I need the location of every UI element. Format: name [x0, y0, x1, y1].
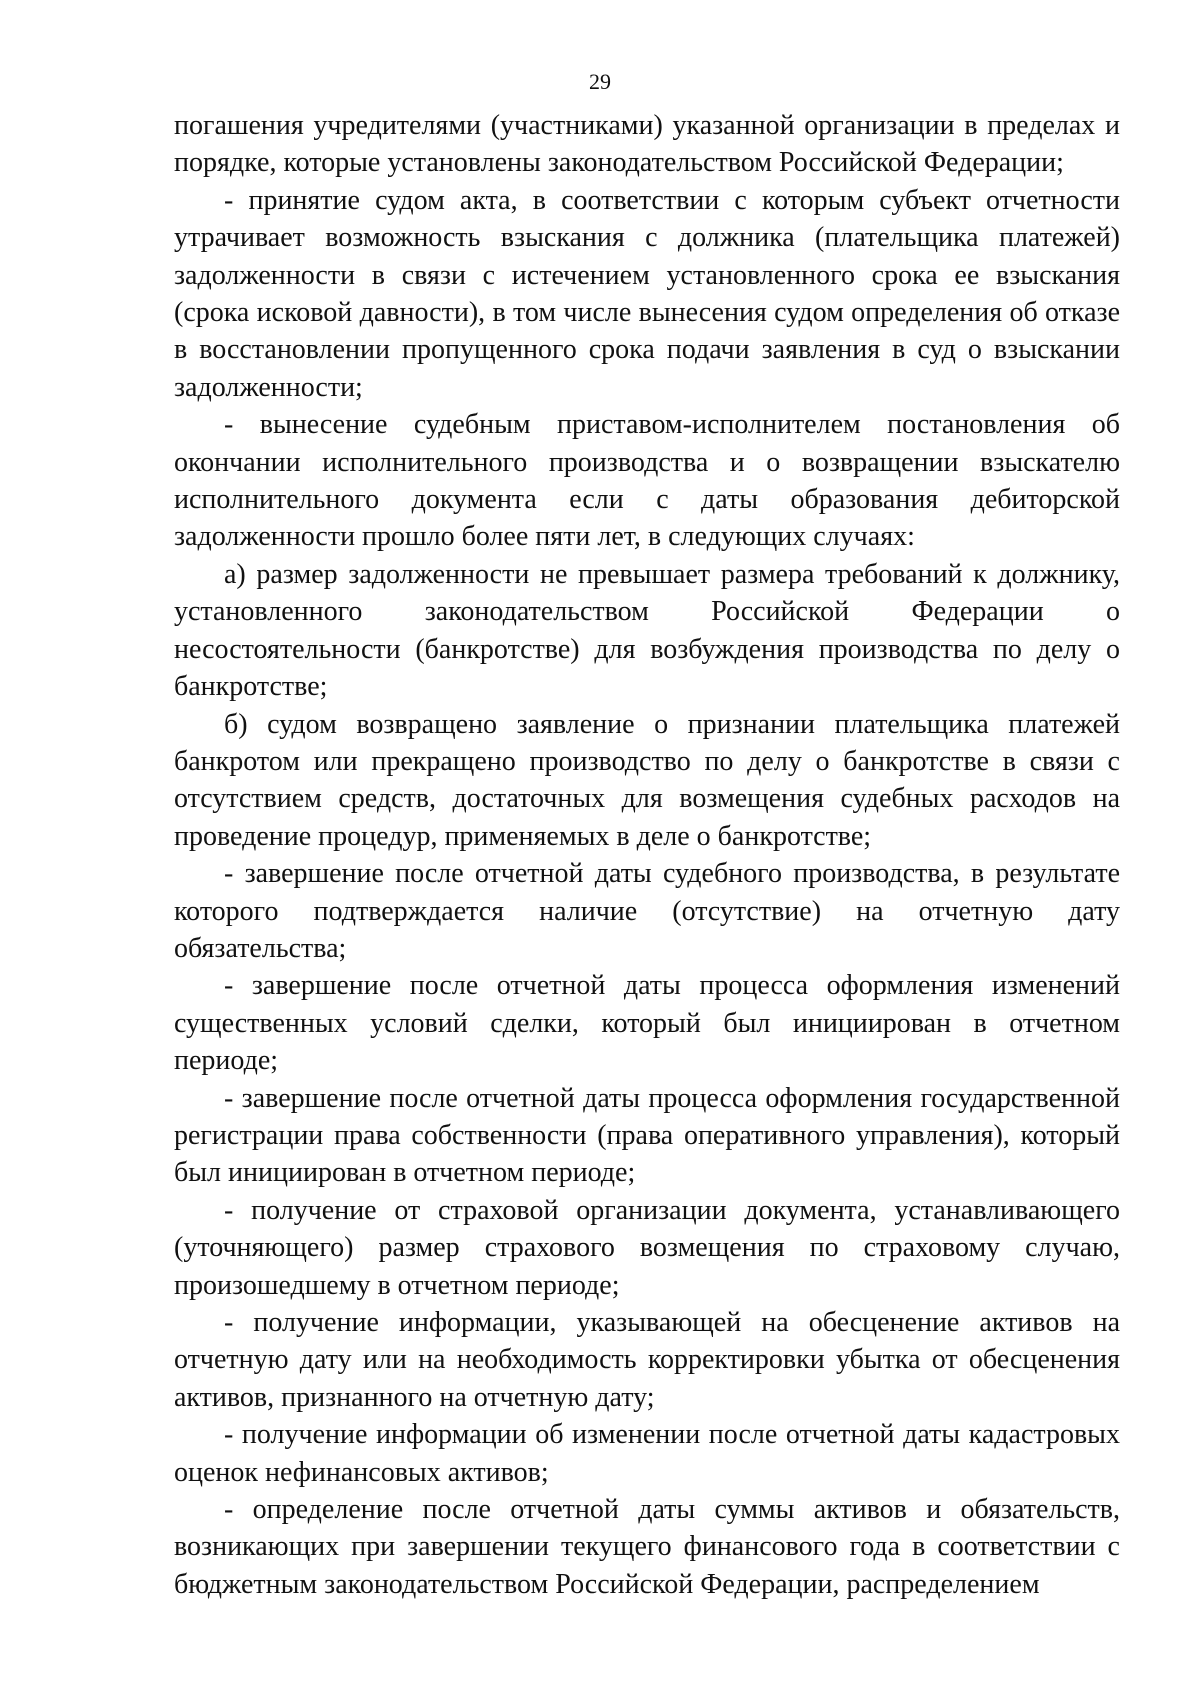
paragraph-case-a: а) размер задолженности не превышает размера требований к должнику, установленного законодательством Российской Федерации о несостоятельности (банкротстве) для возбуждения производства по делу о банкротстве; [174, 558, 1120, 703]
paragraph-deal-changes: - завершение после отчетной даты процесса оформления изменений существенных условий сделки, который был инициирован в отчетном периоде; [174, 970, 1120, 1077]
paragraph-continuation: погашения учредителями (участниками) указанной организации в пределах и порядке, которые установлены законодательством Российской Федерации; [174, 110, 1120, 179]
paragraph-assets-liabilities: - определение после отчетной даты суммы активов и обязательств, возникающих при завершении текущего финансового года в соответствии с бюджетным законодательством Российской Федерации, распределением [174, 1494, 1120, 1600]
paragraph-court-proceedings: - завершение после отчетной даты судебного производства, в результате которого подтверждается наличие (отсутствие) на отчетную дату обязательства; [174, 858, 1120, 964]
document-body [174, 107, 1120, 1603]
paragraph-cadastral: - получение информации об изменении после отчетной даты кадастровых оценок нефинансовых активов; [174, 1419, 1120, 1488]
paragraph-court-act: - принятие судом акта, в соответствии с которым субъект отчетности утрачивает возможность взыскания с должника (плательщика платежей) задолженности в связи с истечением установленного срока ее взыскания (срока исковой давности), в том числе вынесения судом определения об отказе в восстановлении пропущенного срока подачи заявления в суд о взыскании задолженности; [174, 184, 1120, 403]
paragraph-impairment: - получение информации, указывающей на обесценение активов на отчетную дату или на необходимость корректировки убытка от обесценения активов, признанного на отчетную дату; [174, 1307, 1120, 1413]
paragraph-bailiff-decision: - вынесение судебным приставом-исполнителем постановления об окончании исполнительного производства и о возвращении взыскателю исполнительного документа если с даты образования дебиторской задолженности прошло более пяти лет, в следующих случаях: [174, 409, 1120, 553]
paragraph-state-registration: - завершение после отчетной даты процесса оформления государственной регистрации права собственности (права оперативного управления), который был инициирован в отчетном периоде; [174, 1082, 1120, 1189]
page-number: 29 [589, 69, 611, 94]
paragraph-case-b: б) судом возвращено заявление о признании плательщика платежей банкротом или прекращено производство по делу о банкротстве в связи с отсутствием средств, достаточных для возмещения судебных расходов на проведение процедур, применяемых в деле о банкротстве; [174, 708, 1120, 852]
paragraph-insurance: - получение от страховой организации документа, устанавливающего (уточняющего) размер страхового возмещения по страховому случаю, произошедшему в отчетном периоде; [174, 1194, 1120, 1301]
